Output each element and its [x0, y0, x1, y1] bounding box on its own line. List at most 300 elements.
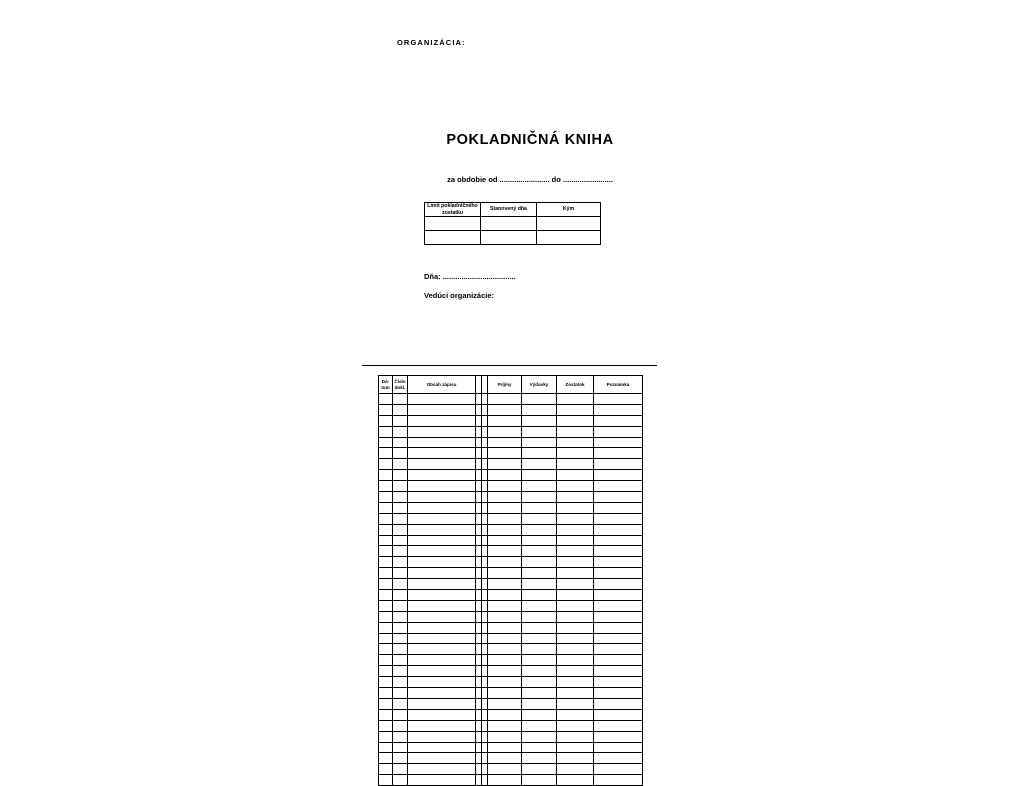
ledger-cell[interactable]	[557, 513, 594, 524]
ledger-cell[interactable]	[393, 459, 408, 470]
ledger-cell[interactable]	[557, 688, 594, 699]
organization-label: ORGANIZÁCIA:	[397, 38, 466, 47]
ledger-cell[interactable]	[594, 753, 643, 764]
ledger-cell[interactable]	[488, 546, 522, 557]
ledger-cell[interactable]	[594, 644, 643, 655]
ledger-cell[interactable]	[557, 394, 594, 405]
limit-cell	[425, 217, 481, 231]
ledger-cell[interactable]	[522, 622, 557, 633]
ledger-cell[interactable]	[488, 404, 522, 415]
ledger-cell[interactable]	[408, 502, 476, 513]
table-row	[379, 590, 643, 601]
ledger-cell[interactable]	[408, 666, 476, 677]
manager-label: Vedúci organizácie:	[424, 291, 495, 300]
ledger-cell[interactable]	[379, 415, 393, 426]
ledger-cell[interactable]	[393, 557, 408, 568]
ledger-cell[interactable]	[408, 764, 476, 775]
ledger-cell[interactable]	[594, 557, 643, 568]
ledger-cell[interactable]	[488, 590, 522, 601]
ledger-cell[interactable]	[522, 753, 557, 764]
ledger-cell[interactable]	[522, 611, 557, 622]
ledger-cell[interactable]	[522, 731, 557, 742]
ledger-cell[interactable]	[379, 655, 393, 666]
ledger-cell[interactable]	[379, 709, 393, 720]
table-row	[379, 764, 643, 775]
table-row	[379, 535, 643, 546]
table-row	[379, 633, 643, 644]
ledger-cell[interactable]	[488, 644, 522, 655]
ledger-cell[interactable]	[393, 394, 408, 405]
ledger-cell[interactable]	[522, 459, 557, 470]
ledger-cell[interactable]	[393, 524, 408, 535]
ledger-cell[interactable]	[488, 731, 522, 742]
ledger-cell[interactable]	[488, 753, 522, 764]
ledger-cell[interactable]	[488, 775, 522, 786]
table-row	[379, 731, 643, 742]
ledger-cell[interactable]	[379, 448, 393, 459]
ledger-cell[interactable]	[408, 731, 476, 742]
ledger-cell[interactable]	[594, 513, 643, 524]
ledger-cell[interactable]	[379, 492, 393, 503]
ledger-cell[interactable]	[522, 481, 557, 492]
ledger-cell[interactable]	[393, 677, 408, 688]
ledger-cell[interactable]	[408, 590, 476, 601]
ledger-cell[interactable]	[379, 622, 393, 633]
ledger-cell[interactable]	[408, 513, 476, 524]
ledger-cell[interactable]	[408, 742, 476, 753]
ledger-cell[interactable]	[594, 764, 643, 775]
ledger-cell[interactable]	[379, 666, 393, 677]
ledger-cell[interactable]	[488, 513, 522, 524]
ledger-cell[interactable]	[557, 720, 594, 731]
ledger-cell[interactable]	[557, 568, 594, 579]
ledger-cell[interactable]	[379, 546, 393, 557]
table-row	[379, 492, 643, 503]
ledger-cell[interactable]	[557, 698, 594, 709]
ledger-cell[interactable]	[594, 590, 643, 601]
ledger-cell[interactable]	[379, 513, 393, 524]
ledger-cell[interactable]	[557, 492, 594, 503]
table-row	[379, 437, 643, 448]
ledger-cell[interactable]	[393, 513, 408, 524]
ledger-cell[interactable]	[488, 448, 522, 459]
ledger-cell[interactable]	[488, 437, 522, 448]
table-row	[379, 459, 643, 470]
ledger-cell[interactable]	[408, 459, 476, 470]
ledger-cell[interactable]	[594, 600, 643, 611]
ledger-cell[interactable]	[488, 557, 522, 568]
ledger-cell[interactable]	[379, 644, 393, 655]
ledger-cell[interactable]	[488, 415, 522, 426]
limit-cell	[537, 231, 601, 245]
ledger-cell[interactable]	[557, 459, 594, 470]
table-row	[379, 655, 643, 666]
ledger-cell[interactable]	[408, 415, 476, 426]
ledger-cell[interactable]	[557, 611, 594, 622]
ledger-cell[interactable]	[488, 459, 522, 470]
ledger-cell[interactable]	[594, 688, 643, 699]
ledger-cell[interactable]	[594, 492, 643, 503]
header-line-1: Číslo	[394, 379, 406, 385]
ledger-cell[interactable]	[379, 568, 393, 579]
ledger-cell[interactable]	[379, 557, 393, 568]
ledger-cell[interactable]	[408, 404, 476, 415]
ledger-cell[interactable]	[594, 633, 643, 644]
ledger-cell[interactable]	[393, 709, 408, 720]
table-row	[379, 644, 643, 655]
table-row	[379, 709, 643, 720]
ledger-cell[interactable]	[379, 590, 393, 601]
ledger-cell[interactable]	[379, 502, 393, 513]
ledger-cell[interactable]	[557, 470, 594, 481]
ledger-cell[interactable]	[522, 720, 557, 731]
ledger-cell[interactable]	[557, 666, 594, 677]
ledger-cell[interactable]	[488, 611, 522, 622]
table-row	[379, 622, 643, 633]
ledger-cell[interactable]	[522, 513, 557, 524]
ledger-cell[interactable]	[393, 633, 408, 644]
header-line-2: dokl.	[394, 384, 406, 390]
ledger-cell[interactable]	[522, 742, 557, 753]
ledger-cell[interactable]	[393, 622, 408, 633]
ledger-cell[interactable]	[557, 579, 594, 590]
ledger-cell[interactable]	[379, 764, 393, 775]
ledger-cell[interactable]	[379, 753, 393, 764]
ledger-cell[interactable]	[488, 742, 522, 753]
ledger-cell[interactable]	[594, 415, 643, 426]
limit-cell	[481, 231, 537, 245]
ledger-cell[interactable]	[393, 437, 408, 448]
ledger-cell[interactable]	[379, 579, 393, 590]
ledger-cell[interactable]	[408, 524, 476, 535]
ledger-cell[interactable]	[557, 415, 594, 426]
ledger-cell[interactable]	[557, 677, 594, 688]
limit-cell	[425, 231, 481, 245]
ledger-cell[interactable]	[522, 535, 557, 546]
ledger-cell[interactable]	[522, 600, 557, 611]
ledger-cell[interactable]	[594, 404, 643, 415]
ledger-cell[interactable]	[557, 644, 594, 655]
ledger-cell[interactable]	[522, 688, 557, 699]
ledger-cell[interactable]	[393, 644, 408, 655]
ledger-cell[interactable]	[393, 590, 408, 601]
ledger-cell[interactable]	[379, 720, 393, 731]
date-label: Dňa: ...................................	[424, 272, 516, 281]
ledger-cell[interactable]	[594, 437, 643, 448]
ledger-cell[interactable]	[488, 764, 522, 775]
ledger-cell[interactable]	[594, 709, 643, 720]
ledger-cell[interactable]	[393, 481, 408, 492]
ledger-cell[interactable]	[408, 709, 476, 720]
ledger-cell[interactable]	[393, 720, 408, 731]
ledger-cell[interactable]	[393, 404, 408, 415]
ledger-cell[interactable]	[393, 546, 408, 557]
ledger-cell[interactable]	[488, 666, 522, 677]
ledger-cell[interactable]	[379, 633, 393, 644]
ledger-header-poznamka: Poznámka	[594, 376, 643, 394]
ledger-cell[interactable]	[408, 688, 476, 699]
ledger-cell[interactable]	[522, 470, 557, 481]
ledger-header-zostatok: Zostatok	[557, 376, 594, 394]
ledger-cell[interactable]	[408, 557, 476, 568]
ledger-cell[interactable]	[594, 677, 643, 688]
ledger-cell[interactable]	[594, 448, 643, 459]
header-line-1: Dá-	[381, 379, 390, 385]
ledger-cell[interactable]	[393, 611, 408, 622]
ledger-cell[interactable]	[408, 437, 476, 448]
ledger-cell[interactable]	[594, 459, 643, 470]
ledger-cell[interactable]	[557, 524, 594, 535]
table-row	[379, 753, 643, 764]
limit-header-cell: Kým	[537, 203, 601, 217]
ledger-cell[interactable]	[393, 775, 408, 786]
ledger-cell[interactable]	[557, 622, 594, 633]
ledger-header-cislo	[393, 376, 408, 394]
ledger-cell[interactable]	[408, 481, 476, 492]
ledger-cell[interactable]	[522, 404, 557, 415]
ledger-cell[interactable]	[522, 579, 557, 590]
ledger-cell[interactable]	[408, 633, 476, 644]
ledger-cell[interactable]	[379, 481, 393, 492]
ledger-cell[interactable]	[594, 535, 643, 546]
ledger-cell[interactable]	[594, 394, 643, 405]
ledger-cell[interactable]	[557, 535, 594, 546]
ledger-cell[interactable]	[522, 709, 557, 720]
page-title: POKLADNIČNÁ KNIHA	[446, 132, 614, 148]
ledger-cell[interactable]	[522, 568, 557, 579]
ledger-cell[interactable]	[557, 753, 594, 764]
ledger-cell[interactable]	[522, 437, 557, 448]
ledger-cell[interactable]	[408, 720, 476, 731]
ledger-cell[interactable]	[393, 742, 408, 753]
ledger-cell[interactable]	[594, 524, 643, 535]
ledger-cell[interactable]	[393, 502, 408, 513]
ledger-cell[interactable]	[594, 720, 643, 731]
ledger-cell[interactable]	[393, 764, 408, 775]
ledger-cell[interactable]	[393, 666, 408, 677]
ledger-cell[interactable]	[594, 470, 643, 481]
ledger-cell[interactable]	[522, 492, 557, 503]
ledger-cell[interactable]	[488, 481, 522, 492]
ledger-cell[interactable]	[557, 633, 594, 644]
ledger-cell[interactable]	[488, 677, 522, 688]
ledger-cell[interactable]	[393, 535, 408, 546]
ledger-cell[interactable]	[488, 579, 522, 590]
ledger-cell[interactable]	[379, 524, 393, 535]
ledger-cell[interactable]	[393, 698, 408, 709]
ledger-cell[interactable]	[488, 622, 522, 633]
ledger-cell[interactable]	[379, 470, 393, 481]
ledger-body	[379, 394, 643, 786]
ledger-cell[interactable]	[522, 666, 557, 677]
ledger-cell[interactable]	[488, 633, 522, 644]
table-row	[379, 524, 643, 535]
ledger-cell[interactable]	[408, 677, 476, 688]
ledger-cell[interactable]	[379, 437, 393, 448]
ledger-cell[interactable]	[488, 535, 522, 546]
ledger-cell[interactable]	[379, 677, 393, 688]
ledger-cell[interactable]	[557, 481, 594, 492]
ledger-cell[interactable]	[393, 579, 408, 590]
ledger-header-row	[379, 376, 643, 394]
ledger-cell[interactable]	[594, 579, 643, 590]
ledger-cell[interactable]	[379, 459, 393, 470]
ledger-cell[interactable]	[408, 655, 476, 666]
ledger-cell[interactable]	[408, 644, 476, 655]
table-row	[379, 546, 643, 557]
ledger-cell[interactable]	[393, 753, 408, 764]
ledger-cell[interactable]	[557, 731, 594, 742]
table-row	[379, 502, 643, 513]
ledger-cell[interactable]	[557, 502, 594, 513]
ledger-cell[interactable]	[594, 426, 643, 437]
table-header-row	[425, 203, 601, 217]
ledger-cell[interactable]	[557, 764, 594, 775]
ledger-cell[interactable]	[557, 742, 594, 753]
ledger-cell[interactable]	[408, 698, 476, 709]
ledger-header-vydavky: Výdavky	[522, 376, 557, 394]
ledger-cell[interactable]	[408, 394, 476, 405]
ledger-cell[interactable]	[408, 753, 476, 764]
ledger-cell[interactable]	[408, 622, 476, 633]
ledger-cell[interactable]	[393, 470, 408, 481]
ledger-cell[interactable]	[594, 546, 643, 557]
ledger-cell[interactable]	[488, 492, 522, 503]
ledger-cell[interactable]	[393, 426, 408, 437]
ledger-cell[interactable]	[594, 666, 643, 677]
header-line-2: tum	[381, 384, 390, 390]
ledger-cell[interactable]	[408, 448, 476, 459]
ledger-cell[interactable]	[557, 448, 594, 459]
ledger-header-prijmy: Príjmy	[488, 376, 522, 394]
ledger-cell[interactable]	[408, 600, 476, 611]
ledger-cell[interactable]	[488, 709, 522, 720]
table-row	[379, 688, 643, 699]
ledger-cell[interactable]	[408, 470, 476, 481]
ledger-cell[interactable]	[522, 633, 557, 644]
ledger-cell[interactable]	[594, 655, 643, 666]
ledger-cell[interactable]	[408, 426, 476, 437]
ledger-cell[interactable]	[379, 611, 393, 622]
ledger-cell[interactable]	[557, 655, 594, 666]
ledger-cell[interactable]	[379, 731, 393, 742]
ledger-cell[interactable]	[393, 568, 408, 579]
ledger-cell[interactable]	[594, 611, 643, 622]
ledger-cell[interactable]	[557, 600, 594, 611]
ledger-cell[interactable]	[488, 524, 522, 535]
ledger-cell[interactable]	[522, 644, 557, 655]
ledger-cell[interactable]	[522, 590, 557, 601]
ledger-cell[interactable]	[488, 720, 522, 731]
ledger-cell[interactable]	[488, 688, 522, 699]
table-row	[425, 231, 601, 245]
table-row	[379, 775, 643, 786]
ledger-cell[interactable]	[393, 731, 408, 742]
ledger-cell[interactable]	[379, 742, 393, 753]
ledger-cell[interactable]	[557, 590, 594, 601]
ledger-cell[interactable]	[594, 481, 643, 492]
ledger-cell[interactable]	[594, 698, 643, 709]
ledger-cell[interactable]	[522, 677, 557, 688]
ledger-cell[interactable]	[408, 568, 476, 579]
ledger-cell[interactable]	[488, 655, 522, 666]
ledger-cell[interactable]	[379, 426, 393, 437]
table-row	[379, 470, 643, 481]
ledger-cell[interactable]	[393, 688, 408, 699]
ledger-cell[interactable]	[522, 415, 557, 426]
ledger-cell[interactable]	[379, 698, 393, 709]
ledger-cell[interactable]	[522, 524, 557, 535]
ledger-cell[interactable]	[488, 394, 522, 405]
ledger-cell[interactable]	[379, 394, 393, 405]
ledger-cell[interactable]	[488, 502, 522, 513]
ledger-cell[interactable]	[557, 426, 594, 437]
table-row	[379, 742, 643, 753]
ledger-cell[interactable]	[393, 448, 408, 459]
ledger-cell[interactable]	[408, 535, 476, 546]
ledger-cell[interactable]	[557, 437, 594, 448]
ledger-cell[interactable]	[393, 655, 408, 666]
ledger-cell[interactable]	[522, 448, 557, 459]
ledger-cell[interactable]	[522, 394, 557, 405]
ledger-cell[interactable]	[594, 775, 643, 786]
ledger-cell[interactable]	[408, 546, 476, 557]
ledger-cell[interactable]	[408, 775, 476, 786]
ledger-cell[interactable]	[379, 535, 393, 546]
ledger-cell[interactable]	[594, 622, 643, 633]
ledger-cell[interactable]	[393, 415, 408, 426]
ledger-cell[interactable]	[393, 492, 408, 503]
ledger-cell[interactable]	[408, 611, 476, 622]
table-row	[379, 568, 643, 579]
ledger-cell[interactable]	[379, 688, 393, 699]
ledger-cell[interactable]	[488, 698, 522, 709]
table-row	[379, 557, 643, 568]
ledger-cell[interactable]	[488, 568, 522, 579]
ledger-cell[interactable]	[522, 764, 557, 775]
ledger-cell[interactable]	[522, 502, 557, 513]
ledger-cell[interactable]	[379, 600, 393, 611]
ledger-cell[interactable]	[522, 557, 557, 568]
ledger-cell[interactable]	[594, 502, 643, 513]
ledger-cell[interactable]	[557, 557, 594, 568]
ledger-header-datum	[379, 376, 393, 394]
ledger-cell[interactable]	[393, 600, 408, 611]
ledger-cell[interactable]	[594, 742, 643, 753]
ledger-cell[interactable]	[379, 775, 393, 786]
ledger-cell[interactable]	[557, 404, 594, 415]
period-line: za obdobie od ........................ do ........................	[447, 175, 613, 184]
ledger-cell[interactable]	[408, 579, 476, 590]
ledger-cell[interactable]	[557, 546, 594, 557]
ledger-cell[interactable]	[379, 404, 393, 415]
ledger-cell[interactable]	[488, 470, 522, 481]
ledger-cell[interactable]	[522, 698, 557, 709]
table-row	[379, 415, 643, 426]
ledger-cell[interactable]	[594, 568, 643, 579]
ledger-cell[interactable]	[408, 492, 476, 503]
ledger-cell[interactable]	[594, 731, 643, 742]
ledger-cell[interactable]	[522, 775, 557, 786]
ledger-cell[interactable]	[557, 709, 594, 720]
ledger-cell[interactable]	[488, 426, 522, 437]
ledger-cell[interactable]	[488, 600, 522, 611]
ledger-cell[interactable]	[557, 775, 594, 786]
ledger-cell[interactable]	[522, 426, 557, 437]
table-row	[379, 481, 643, 492]
ledger-cell[interactable]	[522, 546, 557, 557]
ledger-cell[interactable]	[522, 655, 557, 666]
